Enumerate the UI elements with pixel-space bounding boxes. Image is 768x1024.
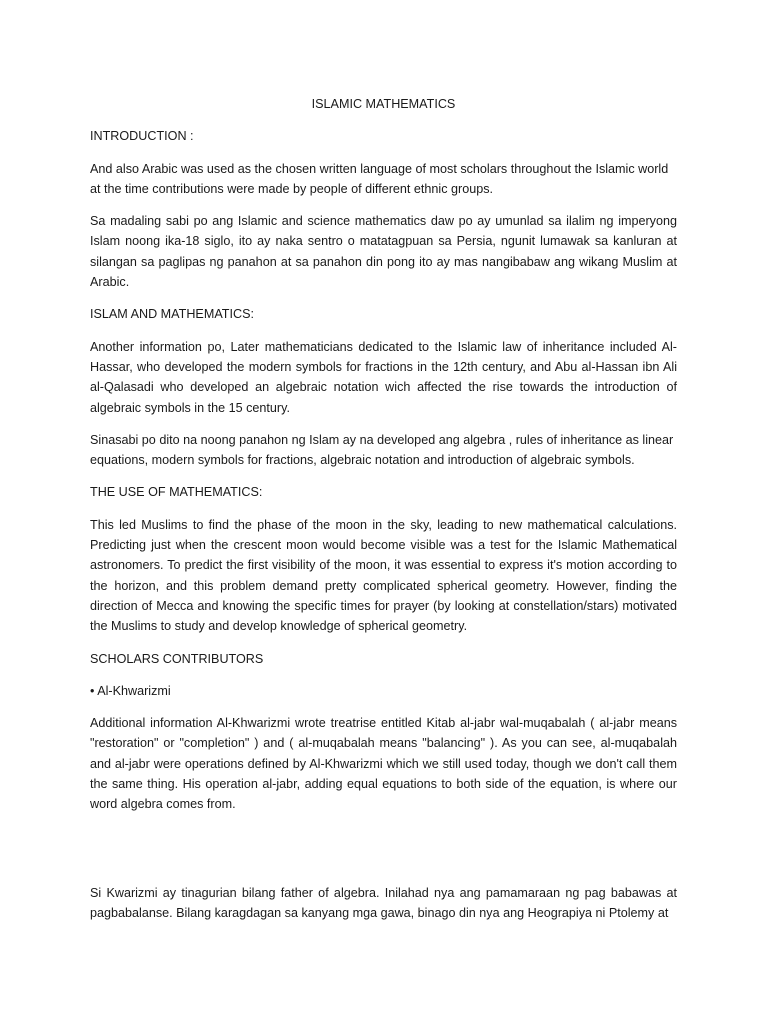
document-title: ISLAMIC MATHEMATICS [311, 97, 456, 111]
blank-space [90, 827, 677, 883]
scholar-bullet-item: • Al-Khwarizmi [90, 683, 171, 698]
use-of-mathematics-heading: THE USE OF MATHEMATICS: [90, 485, 263, 500]
islam-paragraph-2: Sinasabi po dito na noong panahon ng Islam ay na developed ang algebra , rules of inheritance as linear equations, modern symbols for fractions, algebraic notation and introduction of algebraic symbols. [90, 432, 674, 468]
scholars-contributors-heading: SCHOLARS CONTRIBUTORS [90, 651, 264, 666]
document-page [90, 94, 677, 935]
introduction-paragraph-1: And also Arabic was used as the chosen written language of most scholars throughout the Islamic world at the time contributions were made by people of different ethnic groups. [90, 161, 669, 196]
scholar-paragraph-1: Additional information Al-Khwarizmi wrote treatrise entitled Kitab al-jabr wal-muqabalah ( al-jabr means "restoration" or "completion" ) and ( al-muqabalah means "balancing" ). As you can see, al-muqabalah and al-jabr were operations defined by Al-Khwarizmi which we still used today, though we don't call them the same thing. His operation al-jabr, adding equal equations to both side of the equation, is where our word algebra comes from. [90, 716, 677, 812]
introduction-heading: INTRODUCTION : [90, 129, 194, 144]
scholar-paragraph-2: Si Kwarizmi ay tinagurian bilang father of algebra. Inilahad nya ang pamamaraan ng pag babawas at pagbabalanse. Bilang karagdagan sa kanyang mga gawa, binago din nya ang Heograpiya ni Ptolemy at [90, 885, 677, 920]
introduction-paragraph-2: Sa madaling sabi po ang Islamic and science mathematics daw po ay umunlad sa ilalim ng imperyong Islam noong ika-18 siglo, ito ay naka sentro o matatagpuan sa Persia, ngunit lumawak sa kanluran at silangan sa paglipas ng panahon at sa panahon din pong ito ay mas nangibabaw ang wikang Muslim at Arabic. [90, 214, 677, 290]
islam-paragraph-1: Another information po, Later mathematicians dedicated to the Islamic law of inheritance included Al-Hassar, who developed the modern symbols for fractions in the 12th century, and Abu al-Hassan ibn Ali al-Qalasadi who developed an algebraic notation wich affected the rise towards the introduction of algebraic symbols in the 15 century. [90, 339, 677, 415]
use-paragraph-1: This led Muslims to find the phase of the moon in the sky, leading to new mathematical calculations. Predicting just when the crescent moon would become visible was a test for the Islamic Mathematical astronomers. To predict the first visibility of the moon, it was essential to express it's motion according to the horizon, and this problem demand pretty complicated spherical geometry. However, finding the direction of Mecca and knowing the specific times for prayer (by looking at constellation/stars) motivated the Muslims to study and develop knowledge of spherical geometry. [90, 517, 677, 634]
islam-and-mathematics-heading: ISLAM AND MATHEMATICS: [90, 307, 254, 322]
